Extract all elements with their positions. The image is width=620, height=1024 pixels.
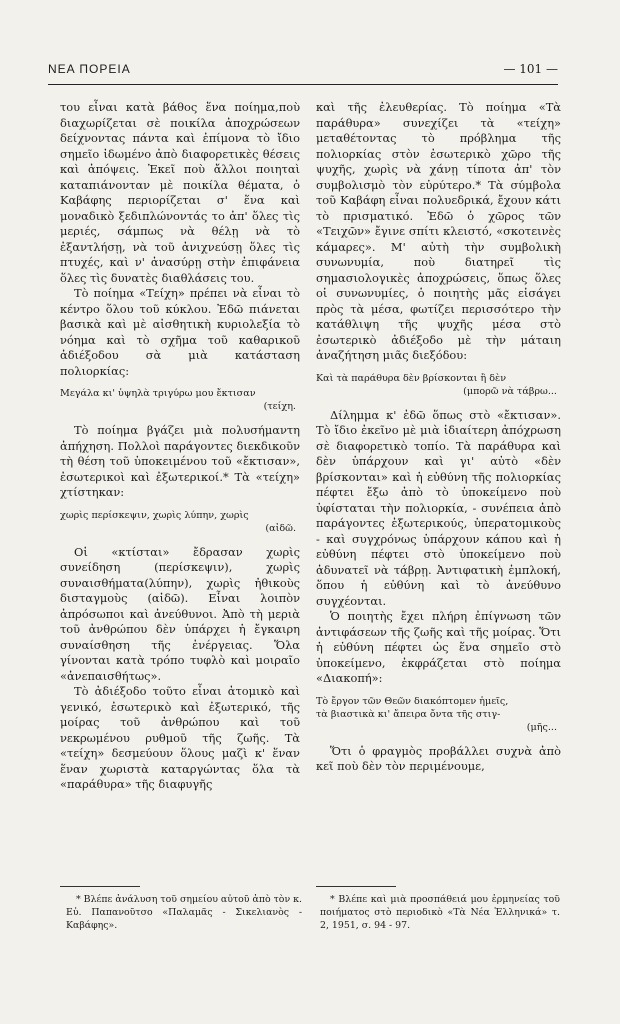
verse-line-tail: (μῆς... (526, 721, 557, 733)
journal-title: ΝΕΑ ΠΟΡΕΙΑ (48, 62, 131, 76)
footnote-left: * Βλέπε ἀνάλυση τοῦ σημείου αὐτοῦ ἀπὸ τὸν κ. Εὐ. Παπανοῦτσο «Παλαμᾶς - Σικελιανὸς - Καβάφης». (66, 894, 302, 931)
footnote-right: * Βλέπε καὶ μιὰ προσπάθειά μου ἑρμηνείας τοῦ ποιήματος στὸ περιοδικὸ «Τὰ Νέα Ἑλληνικά» τ. 2, 1951, σ. 94 - 97. (320, 894, 560, 931)
left-column (60, 100, 300, 793)
paragraph: Τὸ ἀδιέξοδο τοῦτο εἶναι ἀτομικὸ καὶ γενικό, ἐσωτερικὸ καὶ ἐξωτερικό, τῆς μοίρας τοῦ ἀνθρώπου καὶ τοῦ νεκρωμένου ρυθμοῦ τῆς ζωῆς. Τὰ «τείχη» δεσμεύουν ὅλους μαζὶ κ' ἕναν ἕναν χωριστὰ καταργώντας ὅλα τὰ «παράθυρα» τῆς διαφυγῆς (60, 684, 300, 791)
verse-line-tail: (αἰδῶ. (265, 522, 296, 534)
paragraph: καὶ τῆς ἐλευθερίας. Τὸ ποίημα «Τὰ παράθυρα» συνεχίζει τὰ «τείχη» μεταθέτοντας τὸ πρόβλημα τῆς πολιορκίας στὸν ἐσωτερικὸ χῶρο τῆς ψυχῆς, χωρὶς νὰ χάνῃ τίποτα ἀπ' τὸν συμβολισμὸ τὸν εὐρύτερο.* Τὰ σύμβολα τοῦ Καβάφη εἶναι πολυεδρικά, ἔχουν κάτι τὸ πρισματικό. Ἐδῶ ὁ χῶρος τῶν «Τειχῶν» ἔγινε σπίτι κλειστό, «σκοτεινὲς κάμαρες». Μ' αὐτὴ τὴν συμβολικὴ συνωνυμία, ποὺ διατηρεῖ τὶς σημασιολογικὲς ἀποχρώσεις, ὅπως ὅλες οἱ συνωνυμίες, ὁ ποιητὴς μᾶς εἰσάγει πρὸς τὰ μέσα, φωτίζει περισσότερο τὴν κατάθλιψη τῆς ψυχῆς μέσα στὸ ἐσωτερικὸ ἀδιέξοδο μὲ τὴν μάταιη ἀναζήτηση μιᾶς διεξόδου: (316, 100, 561, 362)
footnote-rule (316, 886, 396, 887)
verse-line: Τὸ ἔργον τῶν Θεῶν διακόπτομεν ἡμεῖς, (316, 695, 509, 707)
verse-quote (316, 372, 561, 398)
verse-quote (60, 387, 300, 413)
verse-quote (60, 509, 300, 535)
right-column (316, 100, 561, 775)
verse-line-tail: (μπορῶ νὰ τάβρω... (463, 385, 557, 397)
running-header (48, 62, 558, 82)
verse-line: τὰ βιαστικὰ κι' ἄπειρα ὄντα τῆς στιγ- (316, 708, 501, 720)
verse-line: Καὶ τὰ παράθυρα δὲν βρίσκονται ἢ δὲν (316, 372, 507, 384)
verse-line-tail: (τείχη. (263, 401, 296, 412)
paragraph: Ὅτι ὁ φραγμὸς προβάλλει συχνὰ ἀπὸ κεῖ ποὺ δὲν τὸν περιμένουμε, (316, 743, 561, 773)
paragraph: του εἶναι κατὰ βάθος ἕνα ποίημα,ποὺ διαχωρίζεται σὲ ποικίλα ἀποχρώσεων δείχνοντας πάντα καὶ ἐπίμονα τὸ ἴδιο σημεῖο ἰδωμένο ἀπὸ διαφορετικὲς θέσεις καὶ ἀπόψεις. Ἐκεῖ ποὺ ἄλλοι ποιηταὶ καταπιάνονταν μὲ ποικίλα θέματα, ὁ Καβάφης περιορίζεται σ' ἕνα καὶ μοναδικὸ ξεδιπλώνοντάς το ἀπ' ὅλες τὶς μεριές, σάμπως νὰ θέλῃ νὰ τὸ ἐξαντλήσῃ, νὰ τοῦ ἀνιχνεύσῃ ὅλες τὶς πτυχές, καὶ ν' ἀνασύρῃ στὴν ἐπιφάνεια ὅλες τὶς δυνατὲς διαθλάσεις του. (60, 100, 300, 285)
verse-line: χωρὶς περίσκεψιν, χωρὶς λύπην, χωρὶς (60, 509, 249, 521)
footnote-rule (60, 886, 140, 887)
header-rule (48, 84, 558, 85)
paragraph: Δίλημμα κ' ἐδῶ ὅπως στὸ «ἔκτισαν». Τὸ ἴδιο ἐκεῖνο μὲ μιὰ ἰδιαίτερη ἀπόχρωση σὲ διαφορετικὸ τοπίο. Τὰ παράθυρα καὶ δὲν ὑπάρχουν καὶ γι' αὐτὸ «δὲν βρίσκονται» καὶ ἡ εὐθύνη τῆς πολιορκίας πέφτει ἔξω ἀπὸ τὸ ὑποκείμενο ποὺ ὑφίσταται τὴν πολιορκία, - συνέπεια ἀπὸ παράγοντες ἐξωτερικούς, ὑπερατομικοὺς - καὶ συγχρόνως ὑπάρχουν κάπου καὶ ἡ εὐθύνη πέφτει στὸ ὑποκείμενο ποὺ ἀδυνατεῖ νὰ τάβρῃ. Ἀντιφατικὴ ἐμπλοκή, ὅπου ἡ εὐθύνη καὶ τὸ ἀνεύθυνο συγχέονται. (316, 407, 561, 608)
paragraph: Οἱ «κτίσται» ἔδρασαν χωρὶς συνείδηση (περίσκεψιν), χωρὶς συναισθήματα(λύπην), χωρὶς ἠθικοὺς δισταγμοὺς (αἰδῶ). Εἶναι λοιπὸν ἀπρόσωποι καὶ ἀνεύθυνοι. Ἀπὸ τὴ μεριὰ τοῦ ἀνθρώπου δὲν ὑπάρχει ἡ ἔγκαιρη συναίσθηση τῆς ἐνέργειας. Ὅλα γίνονται κατὰ τρόπο τυφλὸ καὶ μοιραῖο «ἀνεπαισθήτως». (60, 544, 300, 683)
paragraph: Ὁ ποιητὴς ἔχει πλήρη ἐπίγνωση τῶν ἀντιφάσεων τῆς ζωῆς καὶ τῆς μοίρας. Ὅτι ἡ εὐθύνη πέφτει ὡς ἕνα σημεῖο στὸ ὑποκείμενο, ἐκφράζεται στὸ ποίημα «Διακοπή»: (316, 609, 561, 685)
verse-quote (316, 695, 561, 734)
page-number: — 101 — (503, 62, 558, 76)
paragraph: Τὸ ποίημα «Τείχη» πρέπει νὰ εἶναι τὸ κέντρο ὅλου τοῦ κύκλου. Ἐδῶ πιάνεται βασικὰ καὶ μὲ αἰσθητικὴ κυριολεξία τὸ νόημα καὶ τὸ σχῆμα τοῦ καθαρικοῦ ἀδιέξοδου σὰ μιὰ κατάσταση πολιορκίας: (60, 286, 300, 378)
paragraph: Τὸ ποίημα βγάζει μιὰ πολυσήμαντη ἀπήχηση. Πολλοὶ παράγοντες διεκδικοῦν τὴ θέση τοῦ ὑποκειμένου τοῦ «ἔκτισαν», ἐσωτερικοὶ καὶ ἐξωτερικοί.* Τὰ «τείχη» χτίστηκαν: (60, 423, 300, 499)
verse-line: Μεγάλα κι' ὑψηλὰ τριγύρω μου ἔκτισαν (60, 388, 256, 399)
